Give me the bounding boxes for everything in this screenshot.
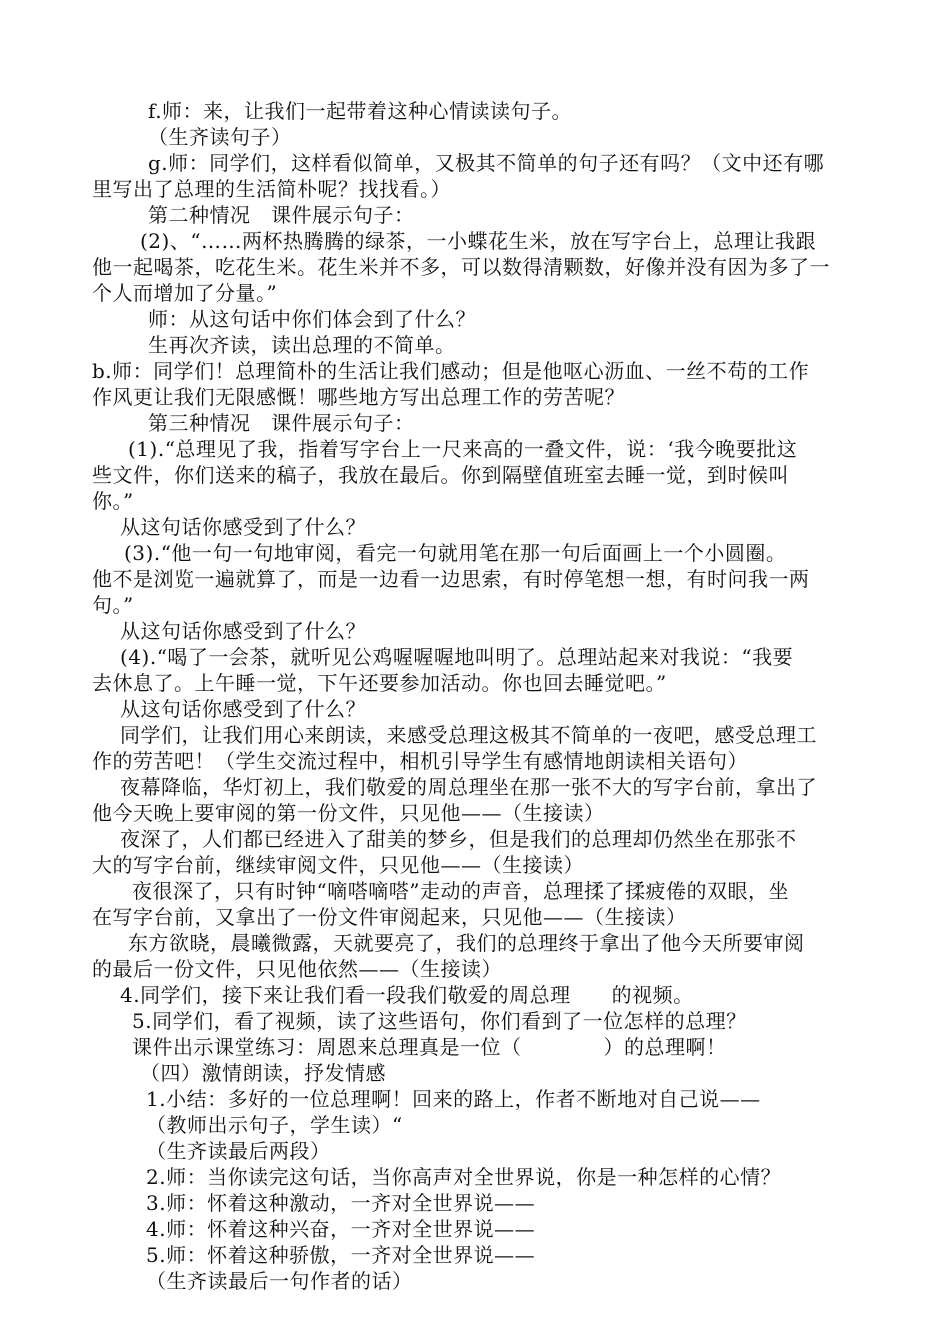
text-line: 3.师：怀着这种激动，一齐对全世界说——	[146, 1191, 536, 1215]
text-line: 5.同学们，看了视频，读了这些语句，你们看到了一位怎样的总理？	[132, 1009, 747, 1033]
text-line: 去休息了。上午睡一觉，下午还要参加活动。你也回去睡觉吧。”	[92, 671, 667, 695]
text-line: 4.同学们，接下来让我们看一段我们敬爱的周总理 的视频。	[120, 983, 694, 1007]
text-line: 1.小结：多好的一位总理啊！回来的路上，作者不断地对自己说——	[146, 1087, 761, 1111]
text-line: f.师：来，让我们一起带着这种心情读读句子。	[148, 99, 573, 123]
text-line: 你。”	[92, 489, 134, 513]
text-line: 夜幕降临，华灯初上，我们敬爱的周总理坐在那一张不大的写字台前，拿出了	[120, 775, 817, 799]
text-line: 些文件，你们送来的稿子，我放在最后。你到隔壁值班室去睡一觉，到时候叫	[92, 463, 789, 487]
text-line: （生齐读最后两段）	[146, 1139, 331, 1163]
text-line: (1).“总理见了我，指着写字台上一尺来高的一叠文件，说：‘我今晚要批这	[128, 437, 798, 461]
text-line: （四）激情朗读，抒发情感	[140, 1061, 386, 1085]
text-line: 5.师：怀着这种骄傲，一齐对全世界说——	[146, 1243, 536, 1267]
text-line: 在写字台前，又拿出了一份文件审阅起来，只见他——（生接读）	[92, 905, 687, 929]
text-line: 夜很深了，只有时钟“嘀嗒嘀嗒”走动的声音，总理揉了揉疲倦的双眼，坐	[132, 879, 789, 903]
text-line: 从这句话你感受到了什么？	[120, 619, 366, 643]
text-line: (4).“喝了一会茶，就听见公鸡喔喔喔地叫明了。总理站起来对我说：“我要	[120, 645, 794, 669]
text-line: （生齐读最后一句作者的话）	[146, 1269, 413, 1293]
text-line: 的最后一份文件，只见他依然——（生接读）	[92, 957, 502, 981]
text-line: g.师：同学们，这样看似简单，又极其不简单的句子还有吗？（文中还有哪	[148, 151, 825, 175]
text-line: 作的劳苦吧！（学生交流过程中，相机引导学生有感情地朗读相关语句）	[92, 749, 748, 773]
text-line: 生再次齐读，读出总理的不简单。	[148, 333, 456, 357]
text-line: 第三种情况 课件展示句子：	[148, 411, 415, 435]
text-line: 同学们，让我们用心来朗读，来感受总理这极其不简单的一夜吧，感受总理工	[120, 723, 817, 747]
text-line: 从这句话你感受到了什么？	[120, 515, 366, 539]
text-line: (3).“他一句一句地审阅，看完一句就用笔在那一句后面画上一个小圆圈。	[124, 541, 787, 565]
text-line: b.师：同学们！总理简朴的生活让我们感动；但是他呕心沥血、一丝不苟的工作	[92, 359, 810, 383]
text-line: （教师出示句子，学生读）“	[146, 1113, 403, 1137]
text-line: 个人而增加了分量。”	[92, 281, 278, 305]
text-line: 4.师：怀着这种兴奋，一齐对全世界说——	[146, 1217, 536, 1241]
text-line: （生齐读句子）	[148, 125, 292, 149]
text-line: 他一起喝茶，吃花生米。花生米并不多，可以数得清颗数，好像并没有因为多了一	[92, 255, 830, 279]
text-line: 师：从这句话中你们体会到了什么？	[148, 307, 476, 331]
text-line: 他今天晚上要审阅的第一份文件，只见他——（生接读）	[92, 801, 605, 825]
text-line: 句。”	[92, 593, 134, 617]
text-line: 第二种情况 课件展示句子：	[148, 203, 415, 227]
text-line: 作风更让我们无限感慨！哪些地方写出总理工作的劳苦呢？	[92, 385, 625, 409]
text-line: 里写出了总理的生活简朴呢？找找看。）	[92, 177, 451, 201]
text-line: 他不是浏览一遍就算了，而是一边看一边思索，有时停笔想一想，有时问我一两	[92, 567, 810, 591]
text-line: (2)、“……两杯热腾腾的绿茶，一小蝶花生米，放在写字台上，总理让我跟	[140, 229, 817, 253]
text-line: 东方欲晓，晨曦微露，天就要亮了，我们的总理终于拿出了他今天所要审阅	[128, 931, 805, 955]
text-line: 课件出示课堂练习：周恩来总理真是一位（ ）的总理啊！	[132, 1035, 727, 1059]
text-line: 大的写字台前，继续审阅文件，只见他——（生接读）	[92, 853, 584, 877]
text-line: 从这句话你感受到了什么？	[120, 697, 366, 721]
text-line: 夜深了，人们都已经进入了甜美的梦乡，但是我们的总理却仍然坐在那张不	[120, 827, 797, 851]
text-line: 2.师：当你读完这句话，当你高声对全世界说，你是一种怎样的心情？	[146, 1165, 782, 1189]
